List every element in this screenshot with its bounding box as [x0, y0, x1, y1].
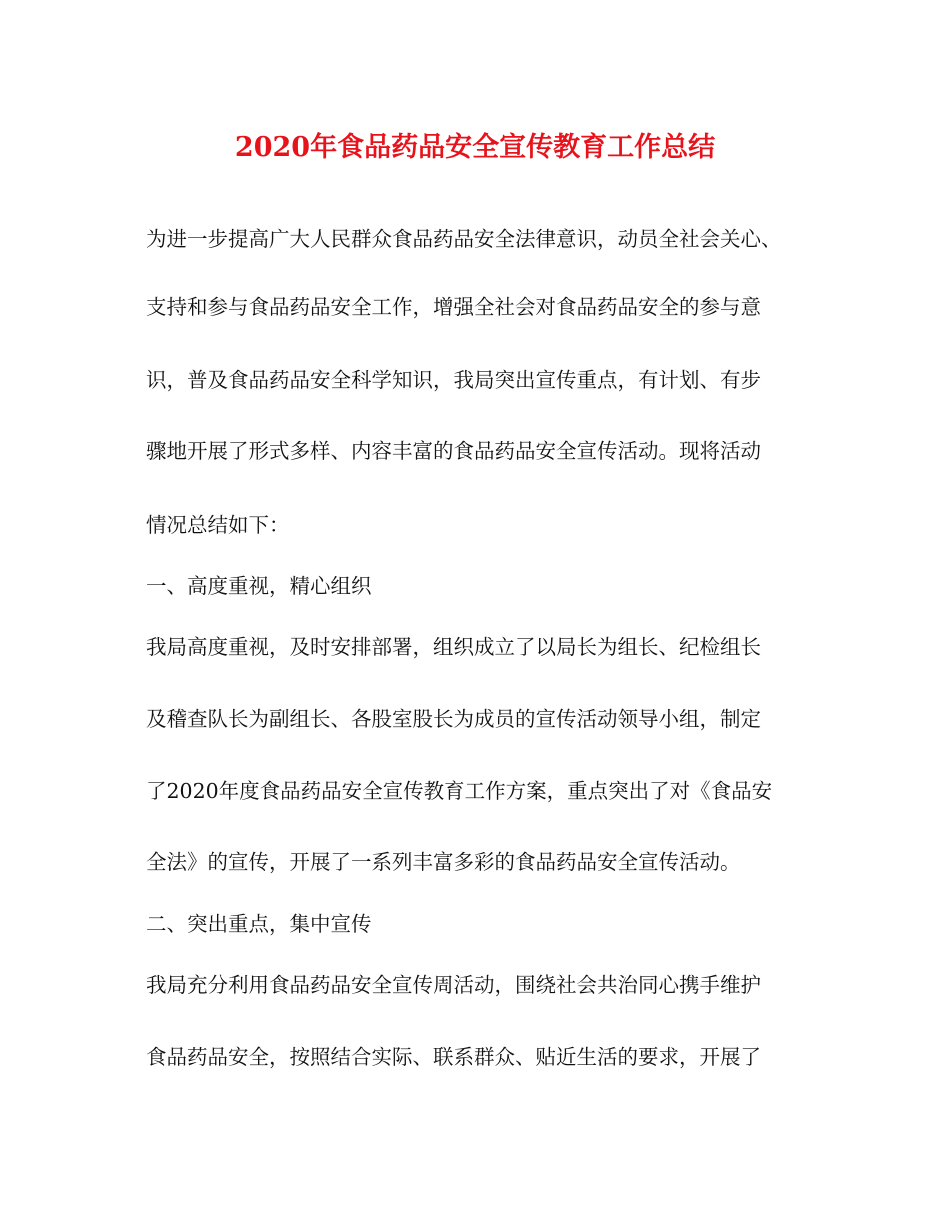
body-line: 情况总结如下： — [146, 513, 290, 537]
body-line: 为进一步提高广大人民群众食品药品安全法律意识，动员全社会关心、 — [146, 227, 782, 251]
body-line: 支持和参与食品药品安全工作，增强全社会对食品药品安全的参与意 — [146, 295, 761, 319]
body-line: 及稽查队长为副组长、各股室股长为成员的宣传活动领导小组，制定 — [146, 707, 761, 731]
section-heading-1: 一、高度重视，精心组织 — [146, 574, 372, 598]
body-line: 全法》的宣传，开展了一系列丰富多彩的食品药品安全宣传活动。 — [146, 850, 741, 874]
section-heading-2: 二、突出重点，集中宣传 — [146, 912, 372, 936]
body-line: 骤地开展了形式多样、内容丰富的食品药品安全宣传活动。现将活动 — [146, 439, 761, 463]
body-line: 我局充分利用食品药品安全宣传周活动，围绕社会共治同心携手维护 — [146, 973, 761, 997]
document-title: 2020年食品药品安全宣传教育工作总结 — [234, 132, 716, 163]
body-line: 食品药品安全，按照结合实际、联系群众、贴近生活的要求，开展了 — [146, 1045, 761, 1069]
body-line: 我局高度重视，及时安排部署，组织成立了以局长为组长、纪检组长 — [146, 635, 761, 659]
body-line: 识，普及食品药品安全科学知识，我局突出宣传重点，有计划、有步 — [146, 368, 761, 392]
body-line: 了2020年度食品药品安全宣传教育工作方案，重点突出了对《食品安 — [146, 779, 773, 803]
